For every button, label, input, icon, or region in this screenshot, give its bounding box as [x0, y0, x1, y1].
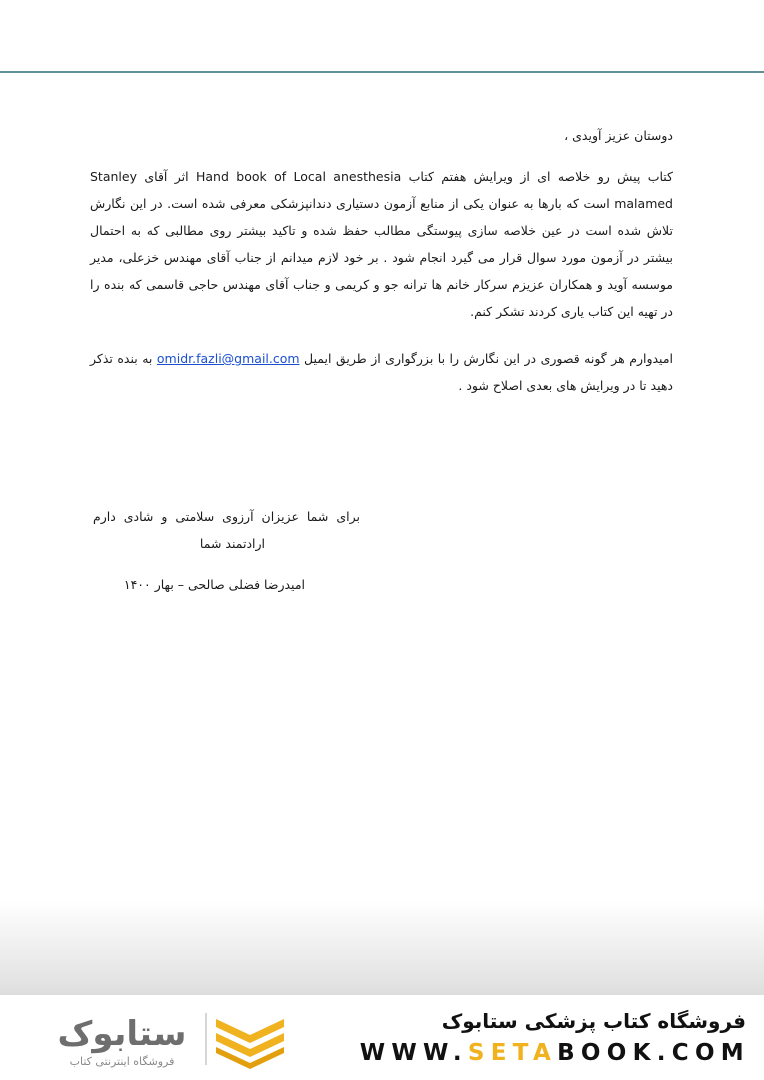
intro-text-part1: کتاب پیش رو خلاصه ای از ویرایش هفتم کتاب [401, 169, 674, 184]
logo-wordmark: ستابوک [57, 1014, 187, 1054]
letter-paragraph-intro [90, 163, 673, 325]
intro-text-part3: است که بارها به عنوان یکی از منابع آزمون دستیاری دندانپزشکی معرفی شده است. در این نگارش تلاش شده است در عین خلاصه سازی پیوستگی مطالب حفظ شده و تاکید بیشتر روی مطالبی که به احتمال بیشتر در آزمون مورد سوال قرار می گیرد انجام شود . بر خود لازم میدانم از جناب آقای مهندس خزعلی، مدیر موسسه آوید و همکاران عزیزم سرکار خانم ها ترانه جو و کریمی و جناب آقای مهندس حاجی قاسمی که بنده را در تهیه این کتاب یاری کردند تشکر کنم. [90, 196, 673, 319]
closing-regards: ارادتمند شما [199, 536, 265, 551]
closing-wish: برای شما عزیزان آرزوی سلامتی و شادی دارم [92, 509, 360, 524]
url-prefix: WWW. [359, 1040, 468, 1066]
feedback-text-part2: به بنده تذکر دهید تا در ویرایش های بعدی اصلاح شود . [90, 351, 673, 393]
footer-shadow [0, 900, 764, 997]
feedback-text-part1: امیدوارم هر گونه قصوری در این نگارش را با بزرگواری از طریق ایمیل [299, 351, 673, 366]
url-suffix: BOOK.COM [557, 1040, 750, 1066]
url-highlight: SETA [467, 1040, 558, 1066]
letter-paragraph-feedback [90, 345, 673, 399]
author-name: Stanley malamed [90, 169, 673, 211]
intro-text-part2: اثر آقای [136, 169, 196, 184]
email-link[interactable]: omidr.fazli@gmail.com [156, 351, 300, 366]
letter-greeting: دوستان عزیز آویدی ، [564, 128, 673, 143]
store-url[interactable] [360, 1040, 750, 1066]
footer-banner [0, 995, 764, 1080]
logo-tagline: فروشگاه اینترنتی کتاب [69, 1055, 175, 1068]
chevron-stack-icon [216, 1019, 284, 1069]
header-divider [0, 71, 764, 73]
book-title: Hand book of Local anesthesia [195, 169, 402, 184]
store-name: فروشگاه کتاب پزشکی ستابوک [441, 1009, 746, 1033]
signature: امیدرضا فضلی صالحی – بهار ۱۴۰۰ [123, 577, 305, 592]
setabook-logo [38, 1007, 298, 1069]
